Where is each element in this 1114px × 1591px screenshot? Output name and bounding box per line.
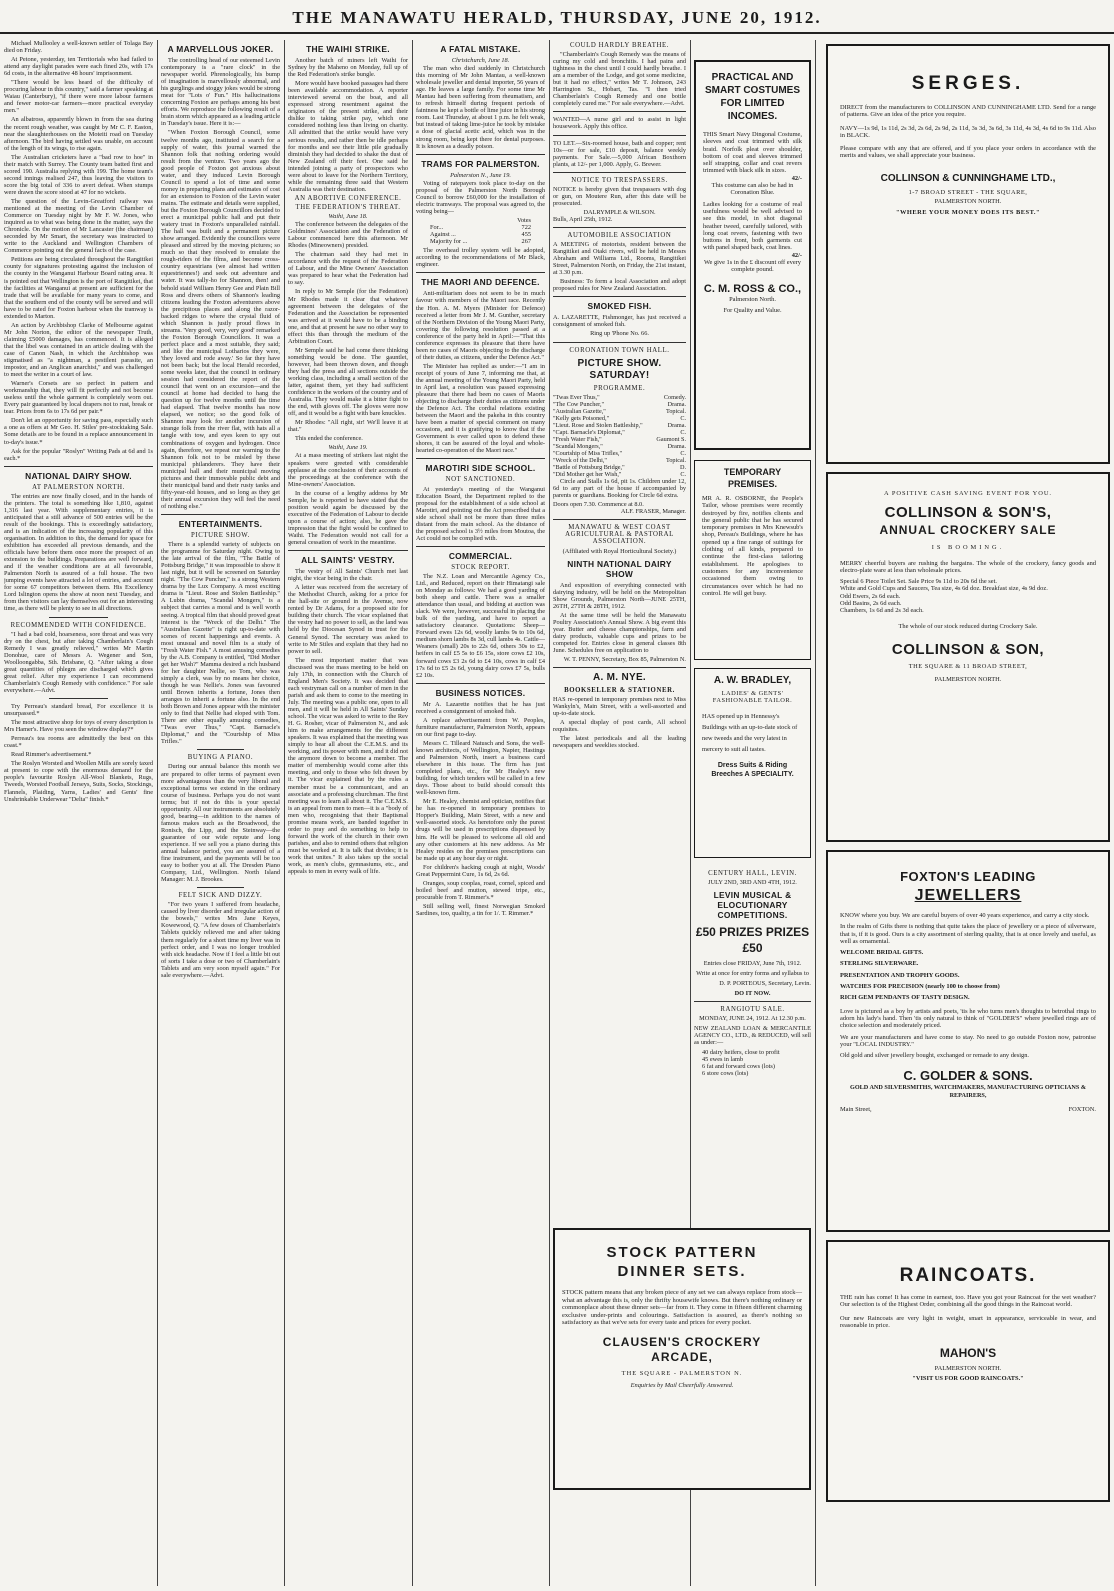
list-item: White and Gold Cups and Saucers, Tea size, 4s 6d doz. Breakfast size, 4s 9d doz.: [840, 585, 1048, 593]
article-subhead: STOCK REPORT.: [451, 563, 510, 571]
ad-name: CLAUSEN'S CROCKERY: [602, 1334, 762, 1349]
list-item: "Wreck of the Delhi," Topical.: [553, 457, 686, 465]
notice-headline: AUTOMOBILE ASSOCIATION: [567, 231, 672, 239]
article-para: Anti-militarism does not seem to be in much favour with members of the Maori race. Recently the Hon. A. M. Myers (Minister for Defence) received a letter from Mr J. M. Gunther, secretary of the Northern Division of the Young Maori Party, covering the following resolution passed at a conference of the party held in April:—"That this conference expresses its pleasure that there have been no cases of Maoris objecting to the discharge of their duties, as citizens, under the Defence Act.": [416, 290, 545, 361]
list-item: 6 fat and forward cows (lots): [702, 1062, 775, 1070]
article-para: In the course of a lengthy address by Mr Semple, he is reported to have stated that the position would again be discussed by the executive of the Federation of Labour to decide upon a course of action; also, he gave the impression that the fight would be confined to Waihi. The Federation would not call for a general cessation of work in the meantime.: [288, 489, 408, 547]
ad-bradley: [694, 668, 811, 858]
masthead: [0, 0, 1114, 34]
ad-body: Love is pictured as a boy by artists and poets, 'tis he who turns men's thoughts to betrothal rings to adorn his lady's hand. Then 'tis only natural to think of "GOLDER'S" where jewelled rings are of choice selection and moderately priced.: [840, 1007, 1096, 1030]
divider: [288, 550, 408, 551]
article-para: Messrs C. Tilleard Natusch and Sons, the well-known architects, of Wellington, Napier, Hastings and Palmerston North, insert a business card elsewhere in this issue. The firm has just completed plans, etc., for Mr Healey's new building, for which tenders will be called in a few days. Those about to build should consult this well-known firm.: [416, 739, 545, 797]
ad-title: NINTH NATIONAL DAIRY SHOW: [567, 558, 672, 579]
ad-town: PALMERSTON NORTH.: [934, 676, 1002, 684]
divider: [4, 466, 153, 467]
dateline: Palmerston N., June 19.: [450, 171, 511, 179]
list-item: "Twas Ever Thus," Comedy.: [553, 393, 686, 401]
list-item: Chambers, 1s 6d and 2s 3d each.: [840, 607, 924, 615]
ad-body: This costume can also be had in Coronation Blue.: [711, 182, 794, 197]
divider: [416, 272, 545, 273]
ad-phone: Ring up 'Phone No. 66.: [590, 330, 649, 338]
article-para: During our annual balance this month we are prepared to offer terms of payment even more advantageous than the very liberal and exceptional terms we extend in the ordinary course of business. Perhaps you do not want terms; but if not do this is your special opportunity. All our instruments are absolutely good, bearing—in addition to the names of famous makes such as the Broadwood, the Ronisch, the Lipp, and the Steinway—the guarantee of our wide repute and long experience. If we sell you a piano during this annual balance period, you are assured of a fine instrument, and the payments will be too easy to bother you at all. The Dresden Piano Company, Ltd., Wellington. North Island Manager: M. J. Brookes.: [161, 763, 280, 884]
list-item: PRESENTATION AND TROPHY GOODS.: [840, 971, 960, 979]
ad-address: THE SQUARE & 11 BROAD STREET,: [908, 662, 1028, 670]
column-1: [4, 40, 153, 1586]
article-para: At yesterday's meeting of the Wanganui Education Board, the Department replied to the proposal for the establishment of a side school at Marotiri, and pointing out the Act prescribed that a side school shall not be more than three miles distant from the main school. As the distance of the proposed school is 3½ miles from Moutoa, the Act could not be complied with.: [416, 485, 545, 542]
ad-body: HAS re-opened in temporary premises next to Miss Wankyln's, Main Street, with a well-assorted and up-to-date stock.: [553, 696, 686, 718]
list-item: "Capt. Barnacle's Diplomat," C.: [553, 428, 686, 436]
ad-body: We give 1s in the £ discount off every complete pound.: [704, 259, 801, 274]
ad-price: 42/-: [791, 174, 802, 182]
vote-header: Votes: [517, 216, 531, 224]
article-para: The man who died suddenly in Christchurch this morning of Mr John Mantau, a well-known wholesale jeweller and dental importer, 56 years of age. He leaves a large family. For some time Mr Mantau had been suffering from rheumatism, and to refresh himself during frequent periods of faintness he kept a bottle of lime juice in his strong room. Last Thursday, at about 1 p.m. he felt weak, but instead of taking lime-juice he took by mistake a dose of glacial acetic acid, which was in the strong room, being kept there for dental purposes. It is known as a deadly poison.: [416, 65, 545, 150]
article-para: The most attractive shop for toys of every description is Mrs Hamer's. Have you seen the window display?*: [4, 719, 153, 734]
article-para: The question of the Levin-Greatford railway was mentioned at the meeting of the Levin Chamber of Commerce on Tuesday night by Mr F. W. Jones, who inquired as to what was being done in the matter, says the Chronicle. On the motion of Mr Lancaster (the chairman) seconded by Mr Smart, the secretary was instructed to write to the Auckland and Wellington Chambers of Commerce pointing out the general facts of the case.: [4, 197, 153, 255]
list-item: "Courtship of Miss Trifles," C.: [553, 449, 686, 457]
column-6-lower: [694, 868, 811, 1224]
vote-row: For... 722: [430, 223, 531, 231]
ad-tagline: "WHERE YOUR MONEY DOES ITS BEST.": [895, 209, 1041, 217]
article-headline: A MARVELLOUS JOKER.: [167, 44, 274, 54]
list-item: "Australian Gazette," Topical.: [553, 407, 686, 415]
ad-name: C. GOLDER & SONS.: [903, 1068, 1033, 1084]
article-headline: ENTERTAINMENTS.: [178, 519, 263, 529]
article-para: A letter was received from the secretary of the Methodist Church, asking for a price for the hall-site or ground in the Avenue, now rented by Dr Adams, for a proposed site for building their church. The vicar explained that the vestry had no power to sell, as the land was held by the Diocesan Synod in trust for the General Synod. The secretary was asked to write to Mr Stiles and explain that they had no power to sell.: [288, 584, 408, 655]
ad-town: Palmerston North.: [729, 295, 776, 303]
ad-trade: LADIES' & GENTS' FASHIONABLE TAILOR.: [712, 690, 793, 705]
ad-headline: MANAWATU & WEST COAST AGRICULTURAL & PASTORAL ASSOCIATION.: [565, 524, 674, 546]
notice-body: A MEETING of motorists, resident between the Rangitikei and Otaki rivers, will be held in Messrs Abraham and Williams Ltd., Rooms, Rangitikei Street, Palmerston North, on Friday, the 21st instant, at 3.30 p.m.: [553, 241, 686, 277]
article-headline: THE MAORI AND DEFENCE.: [421, 277, 540, 288]
column-2: [161, 40, 280, 1586]
ad-name: MAHON'S: [939, 1346, 997, 1361]
article-para: Mr Rhodes: "All right, sir! We'll leave it at that.": [288, 419, 408, 434]
ad-mail: Enquiries by Mail Cheerfully Answered.: [630, 1382, 734, 1390]
list-item: Odd Basins, 2s 6d each.: [840, 600, 902, 608]
ad-prizes: £50 PRIZES PRIZES £50: [695, 925, 810, 956]
ad-prices: NAVY—1s 9d, 1s 11d, 2s 3d, 2s 6d, 2s 9d, 2s 11d, 3s 3d, 3s 6d, 3s 11d, 4s 3d, 4s 6d to 9s 11d. Also in BLACK.: [840, 124, 1096, 139]
notice-date: Bulls, April 25th, 1912.: [553, 215, 613, 223]
ad-tagline: For Quality and Value.: [723, 306, 782, 314]
list-item: WELCOME BRIDAL GIFTS.: [840, 949, 924, 957]
divider: [161, 514, 280, 515]
article-para: Read Rimmer's advertisement.*: [11, 751, 92, 759]
ad-title: JEWELLERS: [914, 887, 1022, 904]
list-item: 45 ewes in lamb: [702, 1055, 744, 1063]
article-para: The Minister has replied as under:—"I am in receipt of yours of June 7, informing me that, at the annual meeting of the Young Maori Party, held in April last, a resolution was passed expressing pleasure that there had been no cases of Maoris objecting to discharge their duties as citizens under the Defence Act. The cordial relations existing between the Maori and the pakeha in this country have been a matter of special comment on many occasions, and it is gratifying to know that if the Government is ever called upon to defend these shores, it can be assured of the loyal and whole-hearted co-operation of the Maori race.": [416, 362, 545, 455]
article-para: More would have booked passages had there been available accommodation. A reporter interviewed several on the boat, and all expressed strong resentment against the originators of the present strike, and their dislike to taking strike pay, which one considered nothing less than living on charity. All admitted that the strike would have very serious results, and rather then be idle perhaps for months and see their little pile gradually diminish they had decided to shake the dust of New Zealand off their feet. One said he intended joining a party of prospectors who were about to leave for the Northern Territory, while the remaining three said that Western Australia was their destination.: [288, 80, 408, 193]
article-para: Michael Mullooley a well-known settler of Tolaga Bay died on Friday.: [4, 40, 153, 55]
notice-body: Business: To form a local Association and adopt proposed rules for New Zealand Association.: [553, 278, 686, 293]
masthead-title: THE MANAWATU HERALD, THURSDAY, JUNE 20, 1912.: [292, 8, 822, 27]
article-headline: TRAMS FOR PALMERSTON.: [421, 158, 540, 169]
ad-body: Circle and Stalls 1s 6d, pit 1s. Children under 12, 6d to any part of the house if accompanied by parents or guardians. Booking for Circle 6d extra.: [553, 478, 686, 500]
article-para: Mr E. Healey, chemist and optician, notifies that he has re-opened in temporary premises to Hopper's Building, Main Street, with a new and well-assorted stock. As heretofore only the purest drugs will be used in prescriptions dispensed by him. He will be pleased to welcome all old and any other customers at his new address. As Mr Healey resides on the premises prescriptions can be made up at any hour day or night.: [416, 798, 545, 862]
ad-town: PALMERSTON NORTH.: [934, 1365, 1002, 1373]
divider: [553, 342, 686, 343]
ad-address: 1-7 BROAD STREET - THE SQUARE,: [908, 188, 1028, 196]
article-para: An action by Archbishop Clarke of Melbourne against Mr John Norton, the editor of the newspaper Truth, claiming £5000 damages, has commenced. It is alleged that the libel was contained in an article dealing with the case of Canon Nash, in which the Archbishop was stigmatised as "a nightman, a pestilent parasite, an impostor, and an Anglican anarchist," and was challenged to meet the writer in a court of law.: [4, 321, 153, 379]
ad-body: KNOW where you buy. We are careful buyers of over 40 years experience, and carry a city stock.: [840, 912, 1090, 919]
divider: [553, 172, 686, 173]
article-para: Perreau's tea rooms are admittedly the best on this coast.*: [4, 735, 153, 750]
vote-table: [430, 217, 531, 245]
ad-stock-pattern: [553, 1228, 811, 1490]
article-para: In reply to Mr Semple (for the Federation) Mr Rhodes made it clear that whatever agreement between the delegates of the Federation and the Association be represented was arrived at it would have to be a binding one, and that at present he saw no other way to effect this than through the medium of the Arbitration Court.: [288, 288, 408, 345]
column-3: [288, 40, 408, 1586]
ad-town: PALMERSTON NORTH.: [934, 198, 1002, 206]
list-item: RICH GEM PENDANTS OF TASTY DESIGN.: [840, 994, 970, 1002]
ad-serges: [826, 44, 1110, 464]
divider: [416, 154, 545, 155]
ad-body: Entries close FRIDAY, June 7th, 1912.: [703, 960, 802, 968]
ad-title: STOCK PATTERN: [606, 1244, 758, 1261]
ad-headline: CENTURY HALL, LEVIN.: [708, 870, 797, 877]
article-para: Don't let an opportunity for saving pass, especially such a one as offers at Mr Geo. H. Stiles' pre-stocktaking Sale. Some details are to be found in a replace announcement in to-day's issue.*: [4, 417, 153, 446]
ad-signature: W. T. PENNY, Secretary, Box 85, Palmerston N.: [563, 656, 686, 664]
article-para: There is a splendid variety of subjects on the programme for Saturday night. Owing to the late arrival of the film, "The Battle of Pottsburg Bridge," it was impossible to show it last night, but it will be screened on Saturday night. "The Cow Puncher," is a strong Western drama by the Lux Company. A most exciting drama is "Lieut. Rose and Stolen Battleship." A Lubin drama, "Scandal Mongers," is a subject that carries a moral and is well worth seeing. A tropical film that should proved great interest is the "Wreck of the Delhi." The "Australian Gazette" is right up-to-date with scenes of recent happenings and events. A most unusual and novel film is a study of "Fresh Water Fish." A most amusing comedies by the A.B. Company is entitled, "Did Mother get her Wish?" Mamma desired a rich husband for her daughter Nellie, so Tom, who was simply a clerk, was by no means her choice, though he was Nellie's. Jones was favoured until Brown inherits a fortune, Jones then arranges to inherit a fortune also. In the end both Brown and Jones appear with the minister only to find that Nellie had eloped with Tom. There are other equally amusing comedies, "Twas ever Thus," "Capt. Barnacle's Diplomat," and the "Courtship of Miss Trifles.": [161, 541, 280, 746]
article-para: "There would be less heard of the difficulty of procuring labour in this country," said a farmer speaking at Waiau (Canterbury), "if there were more labour farmers and fewer motor-car farmers—more practical everyday men.": [4, 79, 153, 115]
article-para: The chairman said they had met in accordance with the request of the Federation of Labour, and the Mine Owners' Association was prepared to hear what the Federation had to say.: [288, 251, 408, 287]
ad-body: STOCK pattern means that any broken piece of any set we can always replace from stock—what an advantage this is, only the thrifty housewife knows. But there's nothing ordinary or commonplace about these dinner sets—far from it. They come in fifteen different charming exclusive under-prints and colourings. Satisfaction is assured, as there's nothing so satisfactory as that we've sets for every taste and prices for every pocket.: [562, 1289, 802, 1327]
column-4: [416, 40, 545, 1586]
list-item: "Fresh Water Fish," Gaumont S.: [553, 435, 686, 443]
article-headline: MAROTIRI SIDE SCHOOL.: [425, 463, 536, 474]
ad-body: THE rain has come! It has come in earnest, too. Have you got your Raincoat for the wet weather? Our selection is of the Highest Order, combining all the good things in the Raincoat world.: [840, 1294, 1096, 1309]
article-para: The controlling head of our esteemed Levin contemporary is a "rare clock" in the newspaper world. Phrenologically, his bump of imagination is marvellously abnormal, and his gurglings and stoggy jokes would be strong meat for "Lots o' Fun." His hallucinations concerning Foxton are perhaps among his best efforts. We reproduce the following result of a brain storm which appeared as a leading article in Tuesday's issue. Here it is:—: [161, 57, 280, 128]
article-para: Try Perreau's standard bread, For excellence it is unsurpassed.*: [4, 702, 153, 718]
divider: [49, 617, 109, 618]
article-para: Another batch of miners left Waihi for Sydney by the Maheno on Monday, full up of the Red Federation's strike bungle.: [288, 57, 408, 79]
ad-body: MERRY cheerful buyers are rushing the bargains. The whole of the crockery, fancy goods and electro-plate ware at less than wholesale prices.: [840, 559, 1096, 574]
divider: [197, 749, 245, 750]
article-headline: COULD HARDLY BREATHE.: [569, 42, 670, 49]
column-rule: [815, 40, 816, 1586]
ad-dates: JULY 2ND, 3RD AND 4TH, 1912.: [708, 879, 797, 887]
notice-body: NOTICE is hereby given that trespassers with dog or gun, on Moutere Run, after this date will be prosecuted.: [553, 185, 686, 207]
article-para: A replace advertisement from W. Peoples, furniture manufacturer, Palmerston North, appears on our first page to-day.: [416, 716, 545, 738]
list-item: STERLING SILVERWARE.: [840, 960, 919, 968]
divider: [553, 227, 686, 228]
article-para: "When Foxton Borough Council, some twelve months ago, instituted a search for a supply of water, this journal warned the Shannon folk that nothing ordering would result from the venture. Two years ago the good people of Foxton got anxious about water, and they induced Levin Borough Council to spend a lot of time and some money in preparing plans and estimates of cost for an extension to Foxton of the Levin water mains. The estimate and details were supplied, but the Foxton Borough Councillors decided to erect a municipal public hall and put their watery trust in Foxton's unparalleled rainfall. The hall was built and a permanent picture show arranged. Evidently the councillors were pleased and stirred by the moving pictures; so much so that they resolved to emulate the rough-riders of the films, and become cross-country equestrians (we almost had written equestriennes!) and seek out adventure and water. It was tally-ho for Shannon, then! and behold staid William Henry Gee and Plain Bill Ross and divers others of Shannon's leading citizens leading the Foxton adventurers above the precipitous places and along the razor-backed ridges to where the crystal fluid of which Shannon is justly proud flows in streams. 'Very good, very, very good' remarked the Foxton Borough Councillors. It was a perfect place and a most suitable, they said; and like the municipal Lotharios they were, 'they loved and rode away.' So far they have not been back; but the local Herald recorded, some weeks later, that the council in ordinary session had considered the report of the council that went on an excursion—and the council at home had decided to hang the question up for twelve months until the time had elapsed. That twelve months has now elapsed, we notice; so the good folk of Shannon may look for another incursion of strange folk from the river flat, with hats all a tangle with tow, and eyes keen to spy out combinations of oxygen and hydrogen. Once again, therefore, we repeat our warning to the Shannon folk not to be misled by these municipal philanderers. They have their municipal hall and their municipal moving pictures and their immovable public debt and their municipal band and their rusty tanks and fifty-year-old houses, and so long as they get their annual excursion they will feel the need of nothing else.": [161, 129, 280, 510]
ad-body: A. LAZARETTE, Fishmonger, has just received a consignment of smoked fish.: [553, 314, 686, 329]
ad-headline: SMOKED FISH.: [587, 301, 652, 312]
column-rule: [157, 40, 158, 1586]
article-headline: A FATAL MISTAKE.: [440, 44, 521, 54]
ad-body: We are your manufacturers and have come to stay. No need to go outside Foxton now, patronise your "LOCAL INDUSTRY.": [840, 1033, 1096, 1048]
article-headline: RECOMMENDED WITH CONFIDENCE.: [10, 621, 147, 629]
divider: [553, 667, 686, 668]
list-item: WATCHES FOR PRECISION (nearly 100 to choose from): [840, 983, 1000, 991]
ad-title: RAINCOATS.: [899, 1265, 1037, 1286]
ad-cta: DO IT NOW.: [734, 990, 771, 998]
classified-wanted: WANTED—A nurse girl and to assist in light housework. Apply this office.: [553, 116, 686, 131]
article-para: The vestry of All Saints' Church met last night, the vicar being in the chair.: [288, 568, 408, 583]
ad-name: COLLINSON & CUNNINGHAME LTD.,: [880, 172, 1056, 184]
ad-body: In the realm of Gifts there is nothing that quite takes the place of jewellery or a piece of silverware, that is, if it is good. Ours is a city assortment of sterling quality, that is at once lovely and useful, as well as ornamental.: [840, 923, 1096, 945]
article-para: This ended the conference.: [295, 435, 363, 443]
article-para: The Roslyn Worsted and Woollen Mills are sorely taxed at present to cope with the enormous demand for the people's favourite Roslyn All-Wool Blankets, Rugs, Tweeds, Worsted Football Jerseys, Suits, Socks, Stockings, Flannels, Plaiding, Yarns, Ladies' and Gents' fine Unshrinkable Underwear "Delta" finish.*: [4, 760, 153, 803]
ad-trade: GOLD AND SILVERSMITHS, WATCHMAKERS, MANUFACTURING OPTICIANS & REPAIRERS,: [850, 1084, 1086, 1100]
ad-address: THE SQUARE - PALMERSTON N.: [621, 1369, 743, 1377]
ad-title: TEMPORARY PREMISES.: [723, 467, 782, 489]
programme-label: PROGRAMME.: [593, 384, 646, 392]
ad-title: DINNER SETS.: [617, 1263, 747, 1280]
divider: [416, 458, 545, 459]
ad-body: Please compare with any that are offered, and if you place your orders in accordance with the merits and values, we shall appreciate your business.: [840, 145, 1096, 160]
ad-body: A special display of post cards, All school requisites.: [553, 719, 686, 734]
divider: [553, 135, 686, 136]
list-item: 6 store cows (lots): [702, 1069, 749, 1077]
ad-body: And exposition of everything connected with dairying industry, will be held on the Metropolitan Show Grounds, Palmerston North—JUNE 25TH, 26TH, 27TH & 28TH, 1912.: [553, 581, 686, 610]
ad-body: THIS Smart Navy Dingonal Costume, sleeves and coat trimmed with silk braid. Norfolk pleat over shoulder, bottom of coat and sleeves trimmed self strapping, collar and coat revers trimmed with black silk in sizes.: [703, 131, 802, 175]
ad-body: Old gold and silver jewellery bought, exchanged or remade to any design.: [840, 1052, 1030, 1060]
ad-price: 42/-: [791, 251, 802, 259]
ad-subhead: IS BOOMING.: [931, 544, 1005, 552]
ad-headline: CORONATION TOWN HALL.: [569, 346, 670, 354]
ad-body: The whole of our stock reduced during Crockery Sale.: [898, 622, 1038, 630]
article-subhead: THE FEDERATION'S THREAT.: [295, 203, 401, 211]
ad-raincoats: [826, 1240, 1110, 1502]
notice-headline: NOTICE TO TRESPASSERS.: [571, 176, 668, 184]
ad-title: PRACTICAL AND SMART COSTUMES FOR LIMITED INCOMES.: [705, 72, 800, 122]
ad-jewellers: [826, 850, 1110, 1232]
ad-signature: D. P. PORTEOUS, Secretary, Levin.: [719, 980, 811, 988]
article-para: An albatross, apparently blown in from the sea during the recent rough weather, was caught by Mr C. F. Easton, near the slaughterhouses on the Moteiti road on Tuesday afternoon. The bird having settled was unable, on account of the length of its wings, to rise again.: [4, 116, 153, 152]
dateline: Waihi, June 19.: [328, 444, 368, 452]
article-para: Warner's Corsets are so perfect in pattern and workmanship that, they will fit perfectly and not become useless until the whole garment is completely worn out. Every pair guaranteed by local drapers not to rust, break or tear. Prices from 6s to 17s 6d per pair.*: [4, 380, 153, 416]
article-para: Oranges, soup cooplas, roast, cornel, spiced and boiled beef and mutton, stewed tripe, etc., procurable from T. Rimmer's.*: [416, 879, 545, 901]
sale-list: [840, 578, 1096, 614]
ad-address: Main Street, FOXTON.: [840, 1105, 1096, 1113]
article-para: The most important matter that was discussed was the mass meeting to be held on July 17th, in connection with the Church of England Men's Society. It was decided that each vestryman call on a number of men in the parish and ask them to come to the meeting in July. The meeting was a public one, open to all men, and it will be held in All Saints' Sunday school. The vicar was asked to write to the Rev H. G. Rosher, vicar of Palmerston N., and ask him to make arrangements for the different speakers. It was explained that the meeting was simply to hear all about the C.E.M.S. and its working, and its power with men, and it did not the anymore down to become a member. The matter of membership would come after this meeting, and only to those who felt drawn by it. The vicar explained that by the rules a member must be a communicant, and an associate and a professing churchman. The first meeting was to learn all about it. The C.E.M.S. is an appeal from men to men—it is a "body of men who, recognising that their Baptismal promise means work, are banded together in order to pray and do something to help to forward the work of the church in their own parishes, and also to remind others that religion must be worked at. It is talk that divides; it is work that unites." It also takes up the social work, as men's clubs, gymnasiums, etc., and appeals to men in every walk of life.: [288, 656, 408, 876]
ad-name: ARCADE,: [651, 1349, 713, 1364]
divider: [416, 683, 545, 684]
ad-body: At the same time will be held the Manawatu Poultry Association's Annual Show. A big event this year. Butter and cheese championships, farm and dairy products, valuable cups and prizes to be competed for. Entries close in general classes 8th June. Schedules free on application to: [553, 611, 686, 654]
article-para: Still selling well, finest Norwegian Smoked Sardines, too, quality, a tin for 1/. T. Rimmer.*: [416, 902, 545, 917]
article-subhead: NOT SANCTIONED.: [445, 476, 516, 484]
ad-doors: Doors open 7.30. Commence at 8.0.: [553, 501, 644, 509]
list-item: "Scandal Mongers," Drama.: [553, 442, 686, 450]
article-para: The conference between the delegates of the Goldmines' Association and the Federation of Labour commenced here this afternoon. Mr Rhodes (Mineowners) presided.: [288, 221, 408, 250]
article-headline: ALL SAINTS' VESTRY.: [301, 555, 395, 566]
divider: [553, 519, 686, 520]
ad-speciality: Dress Suits & Riding Breeches A SPECIALITY.: [711, 761, 794, 778]
article-subhead: AT PALMERSTON NORTH.: [32, 483, 125, 491]
ad-kicker: A POSITIVE CASH SAVING EVENT FOR YOU.: [883, 490, 1053, 497]
ad-name: COLLINSON & SON,: [891, 640, 1045, 658]
divider: [49, 698, 109, 699]
list-item: "Did Mother get her Wish," C.: [553, 471, 686, 479]
column-5: [553, 40, 686, 1220]
ad-crockery-sale: [826, 472, 1110, 842]
list-item: Special 6 Piece Toilet Set. Sale Price 9s 11d to 20s 6d the set.: [840, 578, 997, 586]
article-para: Mr Semple said he had come there thinking something would be done. The gauntlet, however, had been thrown down, and though they had the press and all sections outside the working class, including a small section of the latter, against them, yet they had sufficient confidence in the workers of the country and of Australia. They would make it a bitter fight to the end, with gloves off. The gloves were now off, and it would be a fight with bare knuckles.: [288, 346, 408, 418]
divider: [553, 296, 686, 297]
article-headline: BUYING A PIANO.: [187, 754, 254, 762]
ad-subhead: BOOKSELLER & STATIONER.: [564, 687, 675, 695]
ad-body: Ladies looking for a costume of real usefulness would be well advised to see this model, in shot diagonal heather tweed, carefully tailored, with long coat revers, fastening with two buttons in front, both garments cut with panel shaped back, coat lines.: [703, 200, 802, 252]
article-headline: NATIONAL DAIRY SHOW.: [25, 470, 132, 481]
vote-row: Against ... 455: [430, 231, 531, 239]
goods-list: [840, 949, 1096, 1001]
ad-title: ANNUAL CROCKERY SALE: [879, 523, 1057, 538]
ad-date: MONDAY, JUNE 24, 1912. At 12.30 p.m.: [699, 1015, 806, 1023]
article-para: "For two years I suffered from headache, caused by liver disorder and irregular action of the bowels," writes Mrs Jane Keyes, Kowewood, Q. "A few doses of Chamberlain's Tablets quickly relieved me and after taking them regularly for a short time my liver was in perfect order, and I was no longer troubled with sick headache. Now if I feel a little bit out of sorts I take a dose or two of Chamberlain's Tablets and am very soon myself again." For sale everywhere.—Advt.: [161, 901, 280, 979]
list-item: "Battle of Pottsburg Bridge," D.: [553, 464, 686, 472]
list-item: "Kelly gets Poisoned," C.: [553, 414, 686, 422]
classified-to-let: TO LET.—Six-roomed house, bath and copper; rent 10s—or for sale, £10 deposit, balance weekly payments. For Sale.—5,000 African Boxthorn plants, at 12/- per 1,000. Apply, G. Brewer.: [553, 139, 686, 168]
sale-list: [694, 1049, 811, 1077]
film-list: [553, 394, 686, 479]
article-para: Ask for the popular "Roslyn" Writing Pads at 6d and 1s each.*: [4, 447, 153, 462]
notice-signature: DALRYMPLE & WILSON.: [583, 208, 656, 216]
article-headline: THE WAIHI STRIKE.: [306, 44, 390, 54]
ad-name: A. W. BRADLEY,: [713, 675, 792, 686]
article-para: Mr A. Lazarette notifies that he has just received a consignment of smoked fish.: [416, 700, 545, 715]
dateline: Christchurch, June 18.: [451, 57, 510, 64]
article-headline: COMMERCIAL.: [448, 550, 513, 561]
ad-body: NEW ZEALAND LOAN & MERCANTILE AGENCY CO., LTD., & REDUCED, will sell as under:—: [694, 1025, 811, 1047]
ad-name: COLLINSON & SON'S,: [884, 504, 1052, 522]
column-rule: [549, 40, 550, 1586]
ad-body: The latest periodicals and all the leading newspapers and weeklies stocked.: [553, 735, 686, 750]
divider: [553, 111, 686, 112]
article-para: At a mass meeting of strikers last night the speakers were greeted with considerable applause at the conclusion of their accounts of the proceedings at the conference with the Mine-owners' Association.: [288, 452, 408, 488]
ad-title: LEVIN MUSICAL & ELOCUTIONARY COMPETITIONS.: [713, 890, 792, 921]
ad-title: FOXTON'S LEADING: [900, 869, 1036, 884]
ad-title: SERGES.: [911, 73, 1025, 94]
list-item: Odd Ewers, 2s 6d each.: [840, 592, 901, 600]
ad-body: Our new Raincoats are very light in weight, smart in appearance, serviceable in wear, and reasonable in price.: [840, 1314, 1096, 1329]
article-headline: BUSINESS NOTICES.: [435, 687, 526, 698]
ad-costumes: [694, 60, 811, 450]
article-para: The N.Z. Loan and Mercantile Agency Co., Ltd., and Reduced, report on their Himatangi sale on Monday as follows: We had a good yarding of both sheep and cattle. There was a smaller attendance than usual, and bidding at auction was slack. We were, however, successful in placing the bulk of the yarding, and have to report a satisfactory clearance. Quotations: Sheep—Forward ewes 12s 6d, woolly lambs 9s to 10s 6d, medium shorn lambs 8s 3d, cull lambs 4s. Cattle—Weaners (small) 20s to 22s 6d, others 30s to £2, heifers in calf £5 5s to £6 15s, store cows £2 10s, forward cows £3 2s 6d to £4 10s, cows in calf £4 17s 6d to £5 2s 6d, young dairy cows £7 5s, bulls £2 10s.: [416, 572, 545, 679]
article-para: "Chamberlain's Cough Remedy was the means of curing my cold and bronchitis. I had pains and tightness in the chest until I could hardly breathe. I am a member of the Lodge, and got some medicine, but it had no effect," writes Mr T. Johnson, 243 Harrington St., Hobart, Tas. "I then tried Chamberlain's Cough Remedy and one bottle completely cured me." For sale everywhere.—Advt.: [553, 51, 686, 108]
article-para: For children's hacking cough at night, Woods' Great Peppermint Cure, 1s 6d, 2s 6d.: [416, 863, 545, 878]
list-item: "The Cow Puncher," Drama.: [553, 400, 686, 408]
ad-signature: ALF. FRASER, Manager.: [620, 508, 686, 516]
divider: [694, 1001, 811, 1002]
ad-body: Write at once for entry forms and syllabus to: [696, 970, 809, 978]
ad-name: C. M. ROSS & CO.,: [703, 282, 802, 295]
article-para: The Australian cricketers have a "bad row to hoe" in their match with Surrey. The County team batted first and scored 190. Australia replying with 199. The home team's second innings realised 247, thus leaving the visitors to score the big total of 336 to avert defeat. When stumps were drawn the score stood at 47 for no wickets.: [4, 153, 153, 196]
article-para: "I had a bad cold, hoarseness, sore throat and was very dry on the chest, but after taking Chamberlain's Cough Remedy I was greatly relieved," writes Mr Martin Donohue, care of Messrs A. Wegener and Son, Woolloongabba, Sth. Brisbane, Q. "After taking a dose great quantities of phlegm are discharged which gives great relief. After my experience I can recommend Chamberlain's Cough Remedy with confidence." For sale everywhere.—Advt.: [4, 630, 153, 694]
article-subhead: AN ABORTIVE CONFERENCE.: [294, 194, 402, 202]
article-para: The entries are now finally closed, and in the hands of the printers. The total is something like 1,810, against 1,316 last year. With supplementary entries, it is anticipated that a still advance of 500 entries will be the result of the bookings. This is exceedingly satisfactory, and is an indication of the increasing popularity of this organisation. In addition to this, the demand for space for exhibition has exceeded all previous demands, and the officials have before them once more the prospect of an extension to the buildings. Preparations are well forward, and if the weather conditions are at all favourable, Palmerston North is assured of a full house. The two jumping events have attracted a lot of entries, and account for some 67 competitors between them. His Excellency Lord Islington opens the show at noon next Tuesday, and from then visitors can lay themselves out for an interesting time, as there will be plenty to see in all directions.: [4, 492, 153, 613]
list-item: 40 dairy heifers, close to profit: [702, 1048, 780, 1056]
ad-body: DIRECT from the manufacturers to COLLINSON AND CUNNINGHAME LTD. Send for a range of patterns. Give an idea of the price you require.: [840, 104, 1096, 119]
ad-body: HAS opened up in Hennessy's Buildings with an up-to-date stock of new tweeds and the very latest in mercery to suit all tastes.: [702, 712, 798, 753]
ad-body: MR A. R. OSBORNE, the People's Tailor, whose premises were recently destroyed by fire, notifies clients and the general public that he has secured temporary premises in Mrs Knewsub's shop, Pereau's Buildings, where he has opened up a fine range of suitings for clothing of all kinds, prepared to continue the first-class tailoring establishment. He apologises to customers for any inconvenience occasioned them owing to circumstances over which he had no control. He will get busy.: [702, 495, 803, 597]
article-para: The overhead trolley system will be adopted, according to the recommendations of Mr Black, engineer.: [416, 247, 545, 269]
news-briefs: [4, 40, 153, 462]
article-para: Petitions are being circulated throughout the Rangitikei county for signatures protesting against the inclusion of the county in the Wanganui Harbour Board rating area. It is pointed out that Wellington is the port of Rangitikei, that the facilities at Wanganui at present are sufficient for the trade that will be available for many years to come, and that the southern end of the county will be served and will have to be rated for Foxton harbour when the tramway is extended to Marton.: [4, 256, 153, 320]
ad-title: PICTURE SHOW. SATURDAY!: [577, 357, 662, 381]
divider: [416, 546, 545, 547]
article-para: At Petone, yesterday, ten Territorials who had failed to attend any daylight parades were each fined 20s, with 17s 6d costs, in the alternative 48 hours' imprisonment.: [4, 56, 153, 78]
column-rule: [284, 40, 285, 1586]
article-para: Voting of ratepayers took place to-day on the proposal of the Palmerston North Borough Council to borrow £60,000 for the installation of electric tramways. The proposal was agreed to, the voting being—: [416, 179, 545, 215]
ad-subhead: (Affiliated with Royal Horticultural Society.): [562, 547, 677, 555]
list-item: "Lieut. Rose and Stolen Battleship," Drama.: [553, 421, 686, 429]
article-headline: FELT SICK AND DIZZY.: [178, 892, 263, 900]
article-subhead: PICTURE SHOW.: [191, 532, 250, 539]
ad-title: A. M. NYE.: [592, 672, 646, 684]
divider: [197, 887, 245, 888]
ad-tagline: "VISIT US FOR GOOD RAINCOATS.": [912, 1375, 1024, 1383]
ad-headline: RANGIOTU SALE.: [720, 1006, 785, 1014]
dateline: Waihi, June 18.: [328, 212, 368, 220]
column-rule: [412, 40, 413, 1586]
vote-row: Majority for ... 267: [430, 238, 531, 246]
ad-temporary-premises: [694, 460, 811, 660]
